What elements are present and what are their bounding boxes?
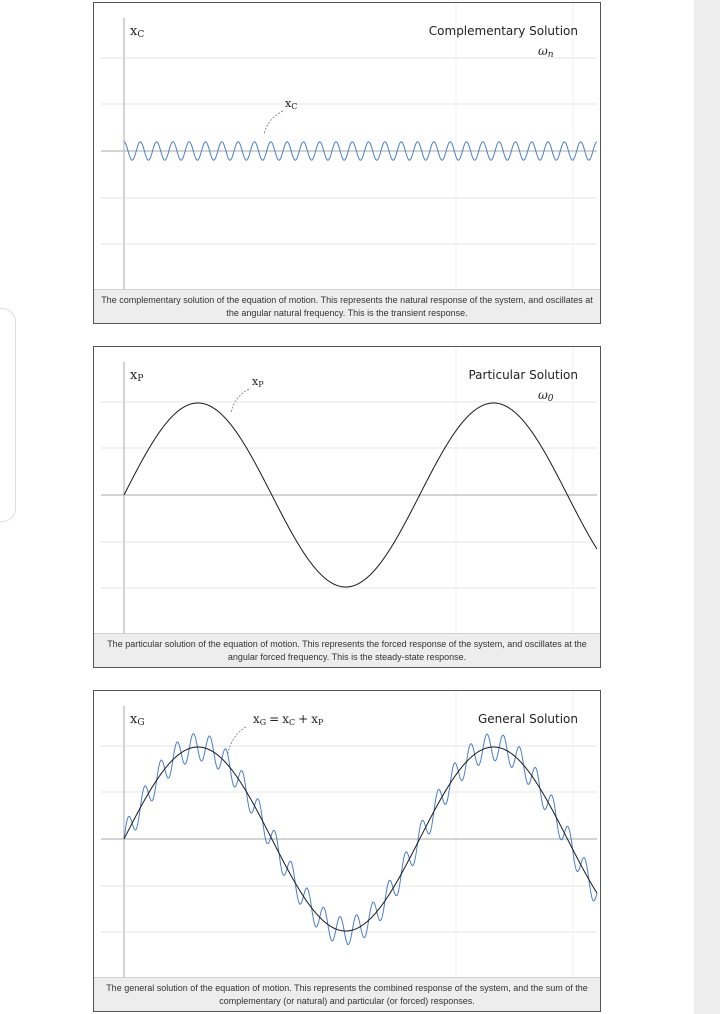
curve-label-leader	[264, 111, 283, 135]
sum-equation: xG = xC + xP	[253, 712, 324, 727]
axis-label: xP	[130, 368, 144, 384]
complementary-chart	[94, 3, 601, 291]
frequency-label: ωn	[538, 44, 554, 60]
curve-label: xC	[285, 97, 298, 111]
side-card	[0, 308, 16, 522]
chart-grid	[101, 691, 597, 979]
right-scroll-strip	[694, 0, 720, 1014]
panel-title: Particular Solution	[468, 368, 578, 382]
axis-label: xG	[130, 712, 145, 728]
panel-title: Complementary Solution	[428, 24, 578, 38]
panel-caption: The particular solution of the equation of motion. This represents the forced response of the system, and oscillates at the angular forced frequency. This is the steady-state response.	[94, 633, 600, 667]
general-solution-panel	[93, 690, 601, 1012]
axis-label: xC	[130, 24, 145, 40]
complementary-solution-panel	[93, 2, 601, 324]
chart-grid	[101, 347, 597, 635]
curve-label-leader	[231, 389, 249, 413]
curve-label: xP	[252, 375, 264, 389]
equation-leader	[228, 727, 246, 753]
frequency-label: ω0	[538, 388, 554, 404]
panel-caption: The complementary solution of the equation of motion. This represents the natural response of the system, and oscillates at the angular natural frequency. This is the transient response.	[94, 289, 600, 323]
panel-title: General Solution	[478, 712, 578, 726]
particular-solution-panel	[93, 346, 601, 668]
panel-caption: The general solution of the equation of motion. This represents the combined response of the system, and the sum of the complementary (or natural) and particular (or forced) responses.	[94, 977, 600, 1011]
particular-chart	[94, 347, 601, 635]
general-chart	[94, 691, 601, 979]
